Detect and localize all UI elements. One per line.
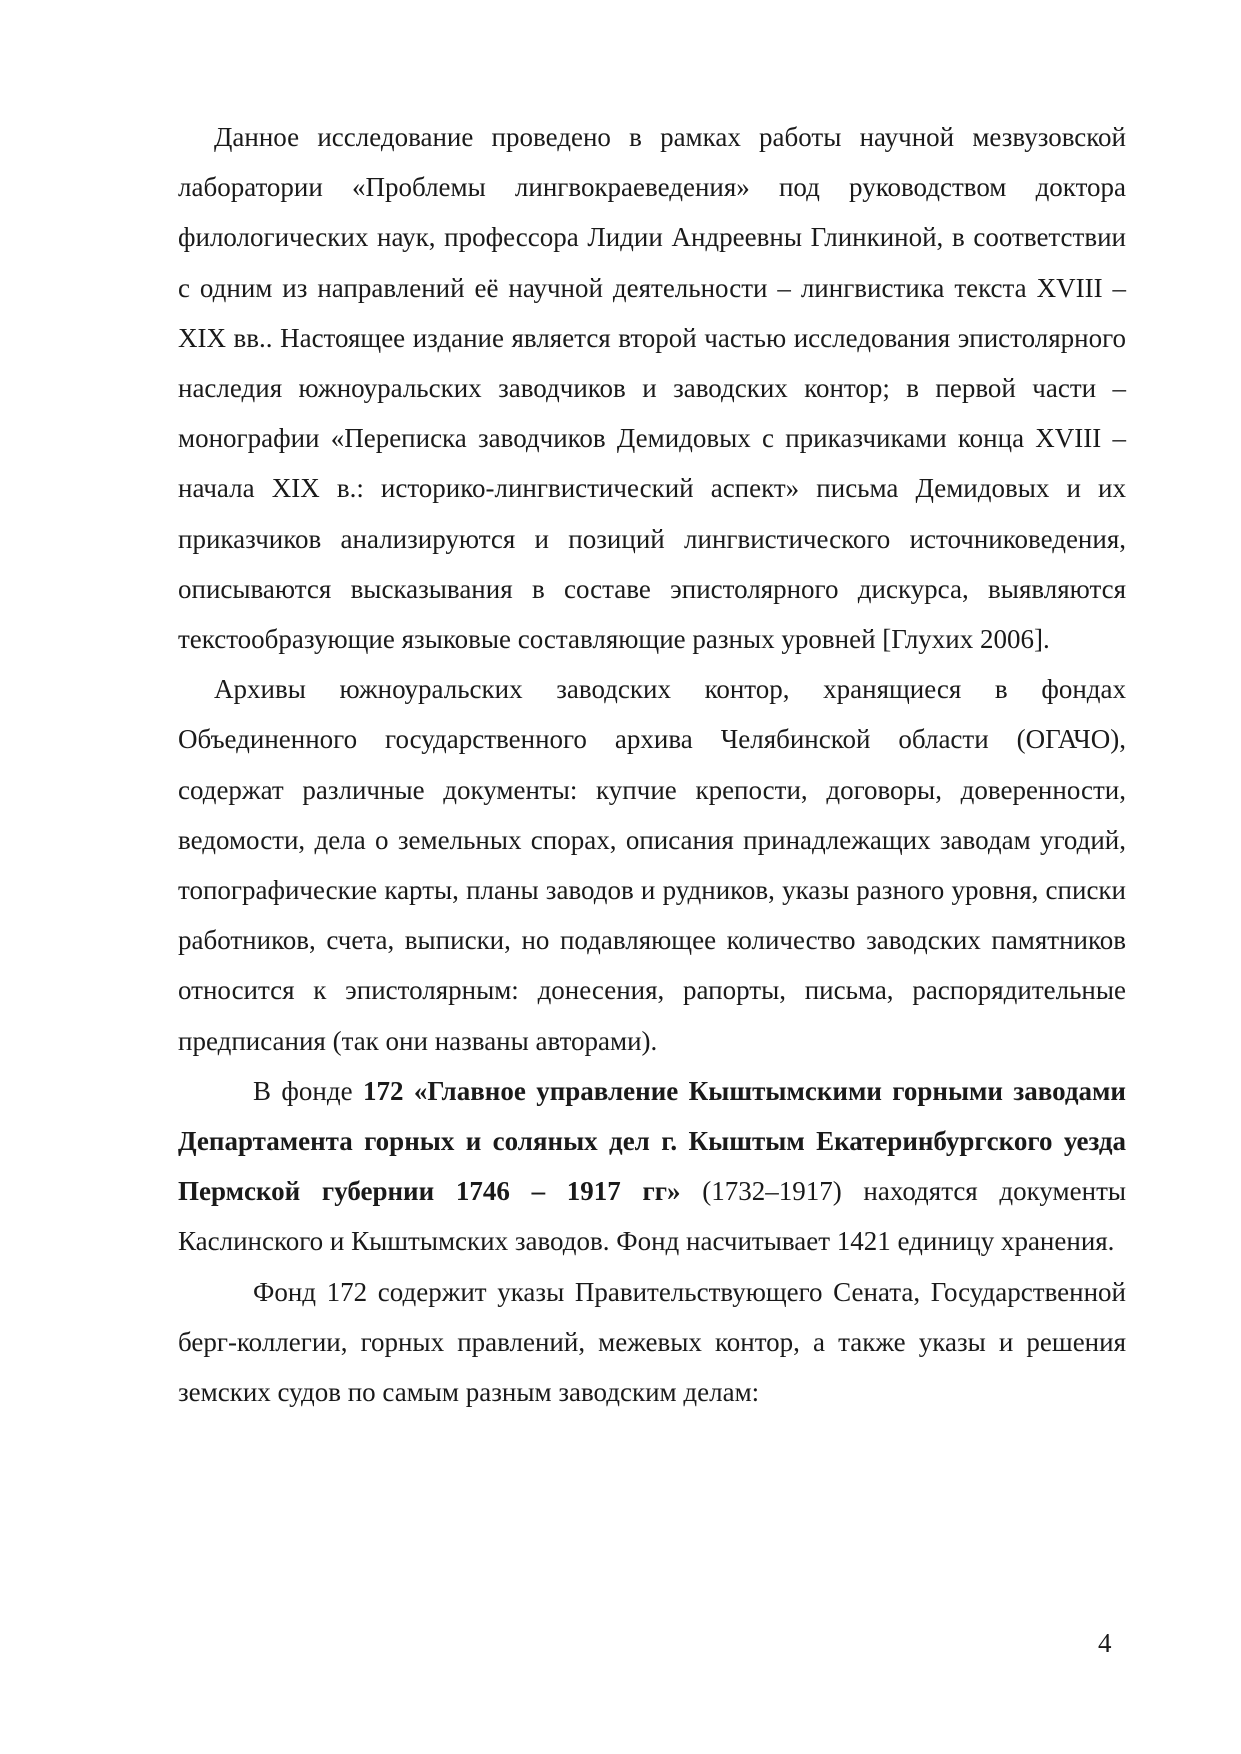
- paragraph-fond-172-lead: В фонде: [253, 1075, 363, 1106]
- document-body: [178, 112, 1126, 1417]
- paragraph-fond-contents: Фонд 172 содержит указы Правительствующего Сената, Государственной берг-коллегии, горных правлений, межевых контор, а также указы и решения земских судов по самым разным заводским делам:: [178, 1276, 1126, 1408]
- paragraph-fond-172-title: 172 «Главное управление Кыштымскими горными заводами Департамента горных и соляных дел г. Кыштым Екатеринбургского уезда Пермской губернии 1746 – 1917 гг»: [178, 1075, 1126, 1207]
- paragraph-fond-172: [178, 1066, 1126, 1267]
- paragraph-intro: Данное исследование проведено в рамках работы научной мезвузовской лаборатории «Проблемы лингвокраеведения» под руководством доктора филологических наук, профессора Лидии Андреевны Глинкиной, в соответствии с одним из направлений её научной деятельности – лингвистика текста XVIII – XIX вв.. Настоящее издание является второй частью исследования эпистолярного наследия южноуральских заводчиков и заводских контор; в первой части – монографии «Переписка заводчиков Демидовых с приказчиками конца XVIII – начала XIX в.: историко-лингвистический аспект» письма Демидовых и их приказчиков анализируются и позиций лингвистического источниковедения, описываются высказывания в составе эпистолярного дискурса, выявляются текстообразующие языковые составляющие разных уровней [Глухих 2006].: [178, 122, 1126, 655]
- page-number: 4: [1098, 1628, 1112, 1658]
- paragraph-fond-172-rest: (1732–1917) находятся документы Каслинского и Кыштымских заводов. Фонд насчитывает 1421 единицу хранения.: [178, 1176, 1127, 1257]
- paragraph-archives: Архивы южноуральских заводских контор, хранящиеся в фондах Объединенного государственного архива Челябинской области (ОГАЧО), содержат различные документы: купчие крепости, договоры, доверенности, ведомости, дела о земельных спорах, описания принадлежащих заводам угодий, топографические карты, планы заводов и рудников, указы разного уровня, списки работников, счета, выписки, но подавляющее количество заводских памятников относится к эпистолярным: донесения, рапорты, письма, распорядительные предписания (так они названы авторами).: [178, 674, 1126, 1056]
